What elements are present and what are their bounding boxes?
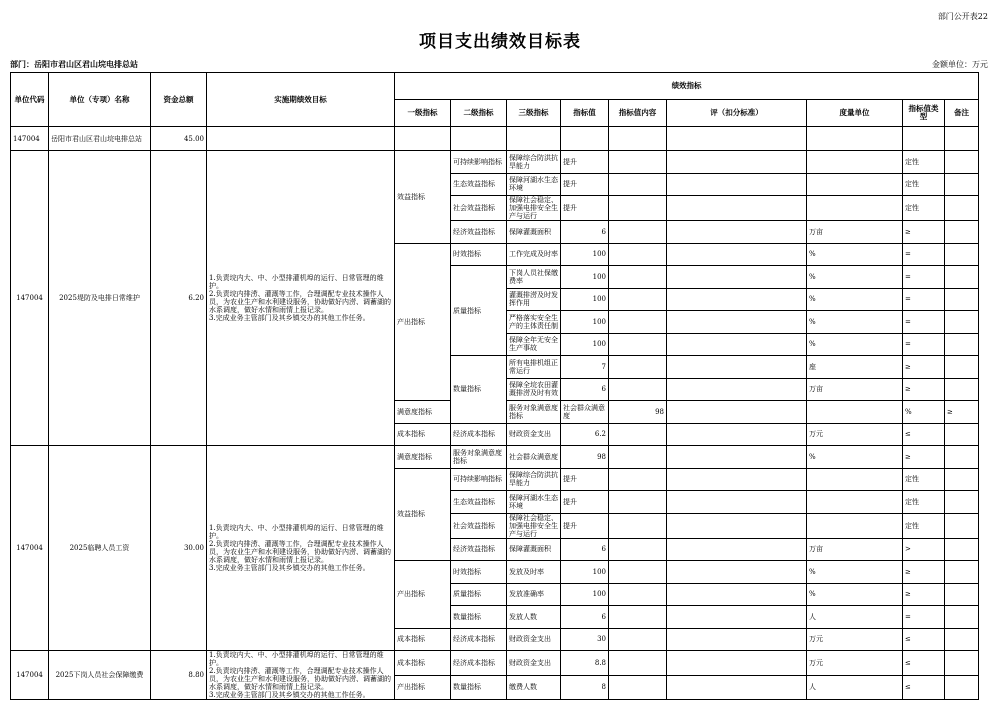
level3-indicator: 保障全垸农田灌溉排涝及时有效 — [507, 378, 561, 401]
measure-unit: 万亩 — [807, 221, 903, 244]
indicator-value: 提升 — [561, 173, 609, 196]
level2-indicator: 社会效益指标 — [451, 513, 507, 538]
measure-unit: % — [807, 266, 903, 289]
level3-indicator: 保障社会稳定、加强电排安全生产与运行 — [507, 513, 561, 538]
level3-indicator: 财政资金支出 — [507, 628, 561, 651]
level2-indicator: 质量指标 — [451, 266, 507, 356]
level1-indicator: 成本指标 — [395, 423, 451, 446]
remark — [945, 378, 979, 401]
table-row — [11, 446, 979, 469]
level3-indicator: 财政资金支出 — [507, 651, 561, 676]
measure-unit — [807, 468, 903, 491]
value-type: = — [903, 311, 945, 334]
scoring-standard — [667, 356, 807, 379]
level1-indicator: 产出指标 — [395, 243, 451, 401]
amount-unit-label: 金额单位：万元 — [932, 60, 988, 69]
measure-unit: 万元 — [807, 628, 903, 651]
indicator-value-content — [609, 583, 667, 606]
indicator-value: 98 — [561, 446, 609, 469]
level2-indicator: 可持续影响指标 — [451, 468, 507, 491]
level2-indicator: 时效指标 — [451, 243, 507, 266]
level2-indicator: 经济成本指标 — [451, 651, 507, 676]
scoring-standard — [667, 173, 807, 196]
project-code: 147004 — [11, 151, 49, 446]
project-goal: 1.负责垸内大、中、小型排灌机埠的运行、日常管理的维护。 2.负责垸内排涝、灌溉等工作，合理调配专业技术操作人员，为农业生产和水利建设服务，协助做好内涝、调蓄湖的水系调度，做好水情和雨情上报记录。 3.完成业务主管部门及其乡镇交办的其他工作任务。 — [207, 651, 395, 700]
measure-unit: % — [807, 333, 903, 356]
indicator-value-content — [609, 628, 667, 651]
measure-unit: % — [807, 311, 903, 334]
indicator-value-content — [609, 491, 667, 514]
indicator-value: 30 — [561, 628, 609, 651]
level3-indicator: 保障综合防洪抗旱能力 — [507, 468, 561, 491]
scoring-standard — [667, 196, 807, 221]
header-unit-name: 单位（专项）名称 — [49, 73, 151, 127]
level3-indicator: 发放人数 — [507, 606, 561, 629]
measure-unit: % — [903, 401, 945, 424]
measure-unit — [807, 196, 903, 221]
level2-indicator: 时效指标 — [451, 561, 507, 584]
scoring-standard — [667, 333, 807, 356]
project-code: 147004 — [11, 446, 49, 651]
project-goal: 1.负责垸内大、中、小型排灌机埠的运行、日常管理的维护。 2.负责垸内排涝、灌溉等工作，合理调配专业技术操作人员，为农业生产和水利建设服务，协助做好内涝、调蓄湖的水系调度，做好水情和雨情上报记录。 3.完成业务主管部门及其乡镇交办的其他工作任务。 — [207, 446, 395, 651]
header-level2: 二级指标 — [451, 100, 507, 127]
level3-indicator: 工作完成及时率 — [507, 243, 561, 266]
remark — [945, 221, 979, 244]
indicator-value: 100 — [561, 288, 609, 311]
indicator-value: 6 — [561, 606, 609, 629]
remark — [945, 606, 979, 629]
level1-indicator: 产出指标 — [395, 675, 451, 700]
level3-indicator: 缴费人数 — [507, 675, 561, 700]
level3-indicator: 保障灌溉面积 — [507, 538, 561, 561]
level1-indicator: 成本指标 — [395, 651, 451, 676]
level3-indicator: 保障河湖水生态环境 — [507, 491, 561, 514]
indicator-value-content — [609, 446, 667, 469]
level1-indicator: 效益指标 — [395, 468, 451, 561]
indicator-value-content — [609, 311, 667, 334]
value-type: 定性 — [903, 513, 945, 538]
remark — [945, 196, 979, 221]
level3-indicator: 所有电排机组正常运行 — [507, 356, 561, 379]
indicator-value: 8.8 — [561, 651, 609, 676]
scoring-standard — [667, 378, 807, 401]
value-type: 定性 — [903, 468, 945, 491]
measure-unit: % — [807, 446, 903, 469]
remark — [945, 288, 979, 311]
remark — [945, 491, 979, 514]
project-goal: 1.负责垸内大、中、小型排灌机埠的运行、日常管理的维护。 2.负责垸内排涝、灌溉等工作，合理调配专业技术操作人员，为农业生产和水利建设服务，协助做好内涝、调蓄湖的水系调度，做好水情和雨情上报记录。 3.完成业务主管部门及其乡镇交办的其他工作任务。 — [207, 151, 395, 446]
level2-indicator: 服务对象满意度指标 — [507, 401, 561, 424]
scoring-standard — [667, 221, 807, 244]
indicator-value-content — [609, 221, 667, 244]
remark — [945, 333, 979, 356]
indicator-value-content — [609, 675, 667, 700]
indicator-value-content — [609, 243, 667, 266]
scoring-standard — [667, 468, 807, 491]
indicator-value: 6 — [561, 538, 609, 561]
header-value-content: 指标值内容 — [609, 100, 667, 127]
indicator-value-content — [609, 173, 667, 196]
level2-indicator: 数量指标 — [451, 356, 507, 424]
value-type: 定性 — [903, 491, 945, 514]
level3-indicator: 保障社会稳定、加强电排安全生产与运行 — [507, 196, 561, 221]
indicator-value-content — [609, 468, 667, 491]
level3-indicator: 保障综合防洪抗旱能力 — [507, 151, 561, 174]
scoring-standard — [667, 561, 807, 584]
level1-indicator: 满意度指标 — [395, 401, 451, 424]
level3-indicator: 财政资金支出 — [507, 423, 561, 446]
measure-unit: % — [807, 243, 903, 266]
header-goal: 实施期绩效目标 — [207, 73, 395, 127]
level3-indicator: 保障全年无安全生产事故 — [507, 333, 561, 356]
summary-total: 45.00 — [151, 127, 207, 151]
form-number: 部门公开表22 — [937, 12, 988, 21]
indicator-value-content — [609, 196, 667, 221]
measure-unit: 人 — [807, 675, 903, 700]
level3-indicator: 社会群众满意度 — [507, 446, 561, 469]
value-type: ≥ — [945, 401, 979, 424]
level2-indicator: 社会效益指标 — [451, 196, 507, 221]
measure-unit: 万亩 — [807, 378, 903, 401]
remark — [945, 243, 979, 266]
remark — [945, 468, 979, 491]
measure-unit: % — [807, 583, 903, 606]
indicator-value: 提升 — [561, 151, 609, 174]
project-total: 6.20 — [151, 151, 207, 446]
remark — [945, 173, 979, 196]
indicator-value: 100 — [561, 583, 609, 606]
level3-indicator: 保障河湖水生态环境 — [507, 173, 561, 196]
indicator-value-content — [609, 513, 667, 538]
header-performance: 绩效指标 — [395, 73, 979, 100]
value-type: = — [903, 606, 945, 629]
summary-code: 147004 — [11, 127, 49, 151]
indicator-value: 6.2 — [561, 423, 609, 446]
table-row — [11, 151, 979, 174]
value-type: ≤ — [903, 423, 945, 446]
value-type: ≥ — [903, 356, 945, 379]
indicator-value-content — [609, 356, 667, 379]
level3-indicator: 灌溉排涝及时发挥作用 — [507, 288, 561, 311]
scoring-standard — [667, 606, 807, 629]
indicator-value-content — [609, 651, 667, 676]
header-level3: 三级指标 — [507, 100, 561, 127]
project-name: 2025堤防及电排日常维护 — [49, 151, 151, 446]
indicator-value-content — [609, 423, 667, 446]
header-value: 指标值 — [561, 100, 609, 127]
measure-unit: % — [807, 288, 903, 311]
indicator-value: 6 — [561, 221, 609, 244]
header-unit-code: 单位代码 — [11, 73, 49, 127]
level1-indicator: 效益指标 — [395, 151, 451, 244]
header-total: 资金总额 — [151, 73, 207, 127]
scoring-standard — [667, 513, 807, 538]
scoring-standard — [667, 675, 807, 700]
value-type: ≥ — [903, 378, 945, 401]
value-type: ≤ — [903, 628, 945, 651]
measure-unit: 万元 — [807, 651, 903, 676]
level3-indicator: 保障灌溉面积 — [507, 221, 561, 244]
value-type: = — [903, 333, 945, 356]
remark — [945, 151, 979, 174]
remark — [945, 561, 979, 584]
remark — [945, 446, 979, 469]
scoring-standard — [667, 423, 807, 446]
indicator-value: 100 — [561, 561, 609, 584]
level2-indicator: 生态效益指标 — [451, 173, 507, 196]
remark — [945, 423, 979, 446]
indicator-value: 98 — [609, 401, 667, 424]
level1-indicator: 产出指标 — [395, 561, 451, 629]
header-measure-unit: 度量单位 — [807, 100, 903, 127]
remark — [945, 513, 979, 538]
value-type: 定性 — [903, 173, 945, 196]
indicator-value: 8 — [561, 675, 609, 700]
indicator-value: 提升 — [561, 513, 609, 538]
header-scoring: 评（扣分标准） — [667, 100, 807, 127]
scoring-standard — [667, 583, 807, 606]
level2-indicator: 经济成本指标 — [451, 423, 507, 446]
scoring-standard — [667, 538, 807, 561]
indicator-value: 提升 — [561, 196, 609, 221]
scoring-standard — [667, 151, 807, 174]
project-total: 30.00 — [151, 446, 207, 651]
value-type: 定性 — [903, 151, 945, 174]
level3-indicator: 社会群众满意度 — [561, 401, 609, 424]
value-type: ≤ — [903, 651, 945, 676]
level2-indicator: 经济效益指标 — [451, 221, 507, 244]
indicator-value-content — [667, 401, 807, 424]
remark — [945, 651, 979, 676]
indicator-value-content — [609, 151, 667, 174]
department-label: 部门：岳阳市君山区君山垸电排总站 — [10, 59, 138, 69]
scoring-standard — [667, 628, 807, 651]
scoring-standard — [667, 651, 807, 676]
value-type: = — [903, 243, 945, 266]
value-type: > — [903, 538, 945, 561]
measure-unit — [807, 513, 903, 538]
remark — [945, 538, 979, 561]
indicator-value-content — [609, 288, 667, 311]
value-type: ≥ — [903, 561, 945, 584]
level3-indicator: 严格落实安全生产的主体责任制 — [507, 311, 561, 334]
indicator-value: 100 — [561, 243, 609, 266]
project-name: 2025下岗人员社会保障缴费 — [49, 651, 151, 700]
performance-table — [10, 72, 979, 700]
measure-unit — [807, 491, 903, 514]
scoring-standard — [667, 311, 807, 334]
measure-unit — [807, 173, 903, 196]
remark — [945, 311, 979, 334]
indicator-value: 100 — [561, 311, 609, 334]
measure-unit: % — [807, 561, 903, 584]
level1-indicator: 成本指标 — [395, 628, 451, 651]
indicator-value: 7 — [561, 356, 609, 379]
indicator-value-content — [609, 333, 667, 356]
measure-unit: 人 — [807, 606, 903, 629]
measure-unit: 万元 — [807, 423, 903, 446]
indicator-value: 提升 — [561, 491, 609, 514]
indicator-value-content — [609, 561, 667, 584]
remark — [945, 583, 979, 606]
indicator-value-content — [609, 538, 667, 561]
level3-indicator: 发放准确率 — [507, 583, 561, 606]
value-type: 定性 — [903, 196, 945, 221]
table-row — [11, 651, 979, 676]
summary-row — [11, 127, 979, 151]
remark — [945, 266, 979, 289]
level2-indicator: 数量指标 — [451, 606, 507, 629]
scoring-standard — [667, 446, 807, 469]
value-type: = — [903, 266, 945, 289]
scoring-standard — [667, 491, 807, 514]
scoring-standard — [667, 243, 807, 266]
remark — [945, 628, 979, 651]
value-type: = — [903, 288, 945, 311]
level1-indicator: 满意度指标 — [395, 446, 451, 469]
level3-indicator: 下岗人员社保缴费率 — [507, 266, 561, 289]
project-name: 2025临聘人员工资 — [49, 446, 151, 651]
value-type: ≥ — [903, 583, 945, 606]
value-type: ≥ — [903, 221, 945, 244]
level3-indicator: 发放及时率 — [507, 561, 561, 584]
level2-indicator: 经济效益指标 — [451, 538, 507, 561]
summary-name: 岳阳市君山区君山垸电排总站 — [49, 127, 151, 151]
indicator-value-content — [609, 606, 667, 629]
scoring-standard — [667, 266, 807, 289]
indicator-value: 提升 — [561, 468, 609, 491]
value-type: ≥ — [903, 446, 945, 469]
scoring-standard — [807, 401, 903, 424]
remark — [945, 675, 979, 700]
level2-indicator: 可持续影响指标 — [451, 151, 507, 174]
scoring-standard — [667, 288, 807, 311]
page-title: 项目支出绩效目标表 — [419, 32, 581, 52]
value-type: ≤ — [903, 675, 945, 700]
level2-indicator: 质量指标 — [451, 583, 507, 606]
remark — [945, 356, 979, 379]
indicator-value-content — [609, 266, 667, 289]
level2-indicator: 服务对象满意度指标 — [451, 446, 507, 469]
header-level1: 一级指标 — [395, 100, 451, 127]
indicator-value-content — [609, 378, 667, 401]
indicator-value: 100 — [561, 333, 609, 356]
level2-indicator: 经济成本指标 — [451, 628, 507, 651]
measure-unit — [807, 151, 903, 174]
measure-unit: 座 — [807, 356, 903, 379]
project-total: 8.80 — [151, 651, 207, 700]
header-value-type: 指标值类型 — [903, 100, 945, 127]
level2-indicator: 数量指标 — [451, 675, 507, 700]
indicator-value: 6 — [561, 378, 609, 401]
measure-unit: 万亩 — [807, 538, 903, 561]
project-code: 147004 — [11, 651, 49, 700]
header-remark: 备注 — [945, 100, 979, 127]
indicator-value: 100 — [561, 266, 609, 289]
level2-indicator: 生态效益指标 — [451, 491, 507, 514]
